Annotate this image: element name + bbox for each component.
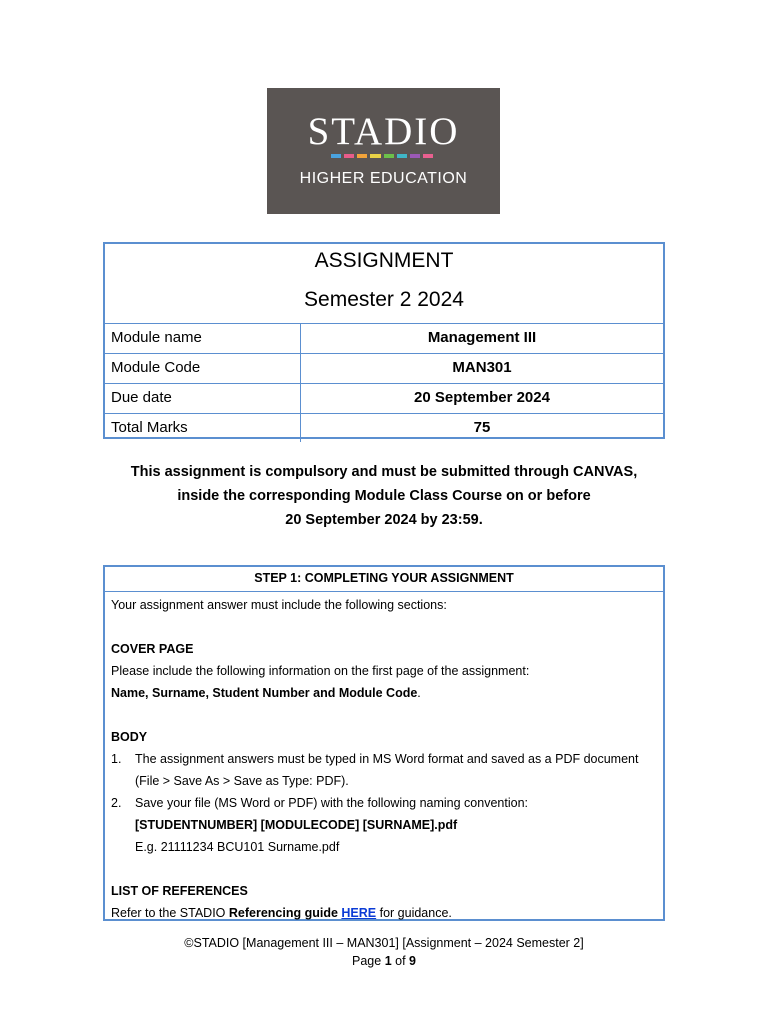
notice-line: 20 September 2024 by 23:59. — [285, 512, 483, 528]
step1-body — [105, 592, 663, 924]
info-row-module-code — [105, 354, 663, 384]
info-row-due-date — [105, 384, 663, 414]
body-heading: BODY — [111, 730, 148, 744]
info-value: MAN301 — [452, 359, 512, 376]
info-label: Module name — [105, 324, 301, 353]
info-value: Management III — [427, 329, 537, 346]
refs-post: for guidance. — [376, 906, 452, 920]
assignment-info-table — [103, 242, 665, 439]
list-text: Save your file (MS Word or PDF) with the following naming convention: — [135, 796, 528, 810]
info-value: 20 September 2024 — [414, 389, 550, 406]
total-pages: 9 — [409, 954, 416, 968]
logo-stripe-segment — [423, 154, 433, 158]
list-number: 2. — [111, 796, 122, 810]
logo-stripe-segment — [384, 154, 394, 158]
list-item — [111, 792, 663, 858]
info-label: Due date — [105, 384, 301, 413]
logo-color-stripe — [331, 154, 436, 158]
cover-page-required-fields — [111, 682, 663, 704]
list-number: 1. — [111, 752, 122, 766]
info-row-module-name — [105, 324, 663, 354]
cover-fields-end: . — [417, 686, 421, 700]
notice-line: This assignment is compulsory and must be submitted through CANVAS, — [130, 464, 638, 480]
cover-fields-bold: Name, Surname, Student Number and Module Code — [111, 686, 418, 700]
logo-stripe-segment — [397, 154, 407, 158]
page-mid: of — [391, 954, 410, 968]
logo-stripe-segment — [331, 154, 341, 158]
page-footer — [0, 934, 768, 970]
list-text-block — [135, 792, 663, 858]
assignment-title: ASSIGNMENT — [314, 249, 454, 272]
footer-copyright: ©STADIO [Management III – MAN301] [Assignment – 2024 Semester 2] — [184, 936, 584, 950]
page-pre: Page — [352, 954, 385, 968]
logo-stripe-segment — [344, 154, 354, 158]
references-text — [111, 902, 663, 924]
step1-heading: STEP 1: COMPLETING YOUR ASSIGNMENT — [105, 567, 663, 592]
cover-page-heading: COVER PAGE — [111, 642, 194, 656]
logo-subtitle: HIGHER EDUCATION — [299, 170, 468, 187]
info-row-total-marks — [105, 414, 663, 442]
logo-stripe-segment — [370, 154, 380, 158]
submission-notice — [100, 460, 668, 532]
info-header — [105, 244, 663, 324]
body-instructions-list — [111, 748, 663, 858]
step1-intro: Your assignment answer must include the following sections: — [111, 598, 447, 612]
logo-stripe-segment — [410, 154, 420, 158]
info-label: Total Marks — [105, 414, 301, 442]
list-text: The assignment answers must be typed in MS Word format and saved as a PDF document (File > Save As > Save as Type: PDF). — [135, 752, 639, 788]
step1-box — [103, 565, 665, 921]
stadio-logo — [267, 88, 500, 214]
page-number — [0, 952, 768, 970]
current-page: 1 — [384, 954, 392, 968]
semester-title: Semester 2 2024 — [304, 288, 464, 311]
cover-page-text: Please include the following information on the first page of the assignment: — [111, 664, 530, 678]
references-heading: LIST OF REFERENCES — [111, 884, 248, 898]
notice-line: inside the corresponding Module Class Course on or before — [177, 488, 591, 504]
refs-pre: Refer to the STADIO — [111, 906, 229, 920]
logo-brand: STADIO — [307, 110, 460, 153]
referencing-guide-label: Referencing guide — [228, 906, 338, 920]
list-item — [111, 748, 663, 792]
info-label: Module Code — [105, 354, 301, 383]
info-value: 75 — [473, 419, 491, 436]
naming-convention: [STUDENTNUMBER] [MODULECODE] [SURNAME].pdf — [135, 818, 458, 832]
referencing-guide-link[interactable]: HERE — [341, 906, 377, 920]
logo-stripe-segment — [357, 154, 367, 158]
naming-example: E.g. 21111234 BCU101 Surname.pdf — [135, 840, 340, 854]
